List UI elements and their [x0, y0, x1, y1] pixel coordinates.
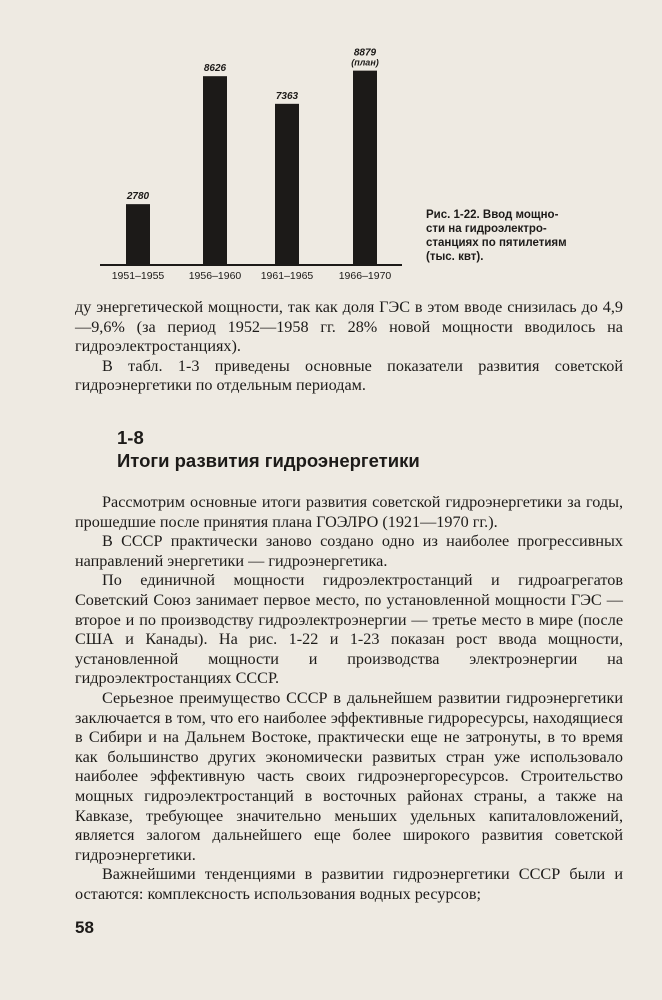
tick-label: 1951–1955: [111, 270, 165, 282]
tick-label: 1956–1960: [188, 270, 242, 282]
bar-1: [126, 204, 150, 265]
caption-line: (тыс. квт).: [426, 251, 484, 263]
figure-caption: [426, 208, 606, 264]
paragraph: ду энергетической мощности, так как доля ГЭС в этом вводе снизилась до 4,9—9,6% (за период 1952—1958 гг. 28% новой мощности вводилось на гидроэлектростанциях).: [75, 298, 623, 356]
paragraph: Важнейшими тенденциями в развитии гидроэнергетики СССР были и остаются: комплексность использования водных ресурсов;: [75, 865, 623, 903]
bar-chart: [90, 30, 420, 290]
page-number: 58: [75, 918, 94, 937]
section-number: 1-8: [117, 427, 144, 448]
bar-2: [203, 76, 227, 265]
paragraph: Серьезное преимущество СССР в дальнейшем развитии гидроэнергетики заключается в том, что его наиболее эффективные гидроресурсы, находящиеся в Сибири и на Дальнем Востоке, практически еще не затронуты, в то время как большинство других экономически развитых стран уже использовало наиболее эффективную часть своих гидроэнергоресурсов. Строительство мощных гидроэлектростанций в восточных районах страны, а также на Кавказе, требующее значительно меньших удельных капиталовложений, является залогом дальнейшего еще более широкого развития советской гидроэнергетики.: [75, 688, 623, 864]
paragraph: По единичной мощности гидроэлектростанций и гидроагрегатов Советский Союз занимает первое место, по установленной мощности ГЭС — второе и по производству гидроэлектроэнергии — третье место в мире (после США и Канады). На рис. 1-22 и 1-23 показан рост ввода мощности, установленной мощности и производства электроэнергии на гидроэлектростанциях СССР.: [75, 571, 623, 688]
tick-label: 1966–1970: [338, 270, 392, 282]
data-label: 8879: [353, 47, 377, 59]
data-label: 8626: [203, 63, 227, 75]
chart-annotation: (план): [351, 57, 379, 68]
data-label: 7363: [275, 90, 299, 102]
tick-label: 1961–1965: [260, 270, 314, 282]
section-heading: [117, 426, 420, 472]
caption-line: станциях по пятилетиям: [426, 237, 567, 249]
text-block-top: [75, 298, 623, 396]
section-title: Итоги развития гидроэнергетики: [117, 450, 420, 471]
paragraph: В СССР практически заново создано одно из наиболее прогрессивных направлений энергетики — гидроэнергетика.: [75, 532, 623, 570]
paragraph: В табл. 1-3 приведены основные показатели развития советской гидроэнергетики по отдельным периодам.: [75, 356, 623, 395]
data-label: 2780: [126, 191, 150, 203]
caption-line: сти на гидроэлектро-: [426, 223, 547, 235]
bar-4: [353, 71, 377, 265]
text-block-main: [75, 493, 623, 904]
bar-3: [275, 104, 299, 265]
caption-line: Рис. 1-22. Ввод мощно-: [426, 209, 559, 221]
paragraph: Рассмотрим основные итоги развития советской гидроэнергетики за годы, прошедшие после принятия плана ГОЭЛРО (1921—1970 гг.).: [75, 493, 623, 531]
